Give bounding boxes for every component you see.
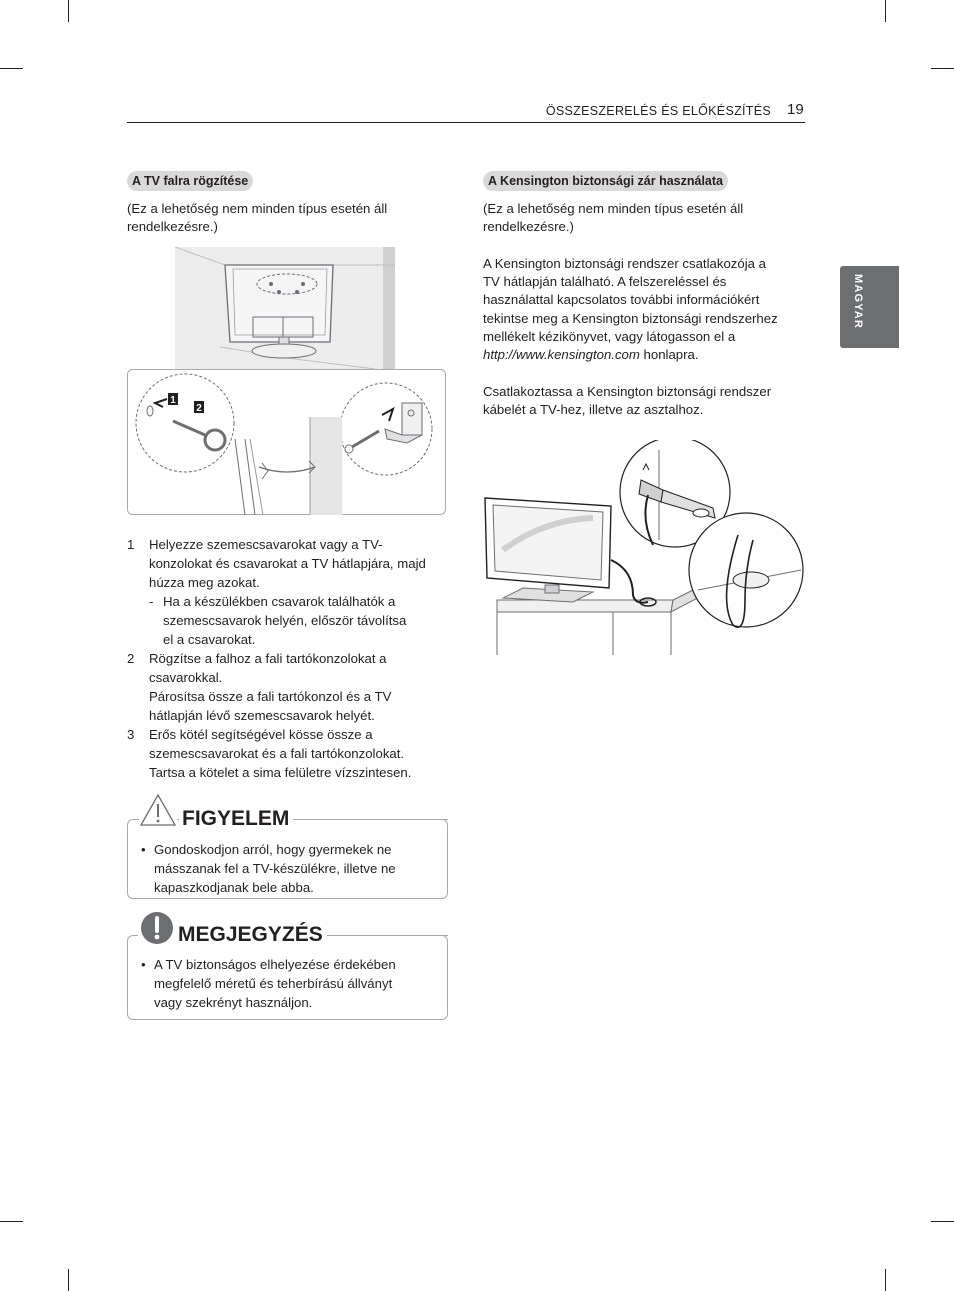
section-heading-wall-mount: A TV falra rögzítése bbox=[127, 171, 253, 191]
page-number: 19 bbox=[787, 101, 804, 118]
language-label: MAGYAR bbox=[852, 274, 864, 330]
caution-title: FIGYELEM bbox=[179, 807, 293, 831]
crop-mark bbox=[0, 68, 23, 69]
crop-mark bbox=[68, 0, 69, 22]
crop-mark bbox=[885, 1269, 886, 1291]
crop-mark bbox=[0, 1221, 23, 1222]
section-header: ÖSSZESZERELÉS ÉS ELŐKÉSZÍTÉS bbox=[545, 104, 771, 118]
header-divider bbox=[127, 122, 805, 123]
note-text: • A TV biztonságos elhelyezése érdekében megfelelő méretű és teherbírású állványt vagy szekrényt használjon. bbox=[141, 957, 396, 1010]
figure-label-1: 1 bbox=[170, 395, 176, 406]
availability-note: (Ez a lehetőség nem minden típus esetén áll rendelkezésre.) bbox=[127, 201, 388, 235]
figure-label-2: 2 bbox=[196, 403, 202, 414]
step-2: 2 Rögzítse a falhoz a fali tartókonzolokat a csavarokkal. Párosítsa össze a fali tartókonzol és a TV hátlapján lévő szemescsavarok helyét. bbox=[127, 651, 392, 723]
note-title-rule bbox=[329, 935, 448, 936]
crop-mark bbox=[931, 68, 954, 69]
eye-bolt-bracket-illustration bbox=[127, 369, 446, 515]
wall-mount-steps bbox=[127, 535, 452, 782]
step-1: 1 Helyezze szemescsavarokat vagy a TV- konzolokat és csavarokat a TV hátlapjára, majd húzza meg azokat. - Ha a készülékben csavarok találhatók a szemescsavarok helyén, először távolítsa el a csavarokat. bbox=[127, 537, 426, 647]
tv-wall-illustration bbox=[175, 247, 395, 369]
step-1-substep: - Ha a készülékben csavarok találhatók a szemescsavarok helyén, először távolítsa el a csavarokat. bbox=[149, 594, 407, 647]
caution-title-rule bbox=[295, 819, 448, 820]
step-3: 3 Erős kötél segítségével kösse össze a szemescsavarokat és a fali tartókonzolokat. Tartsa a kötelet a sima felületre vízszintesen. bbox=[127, 727, 412, 780]
caution-text: • Gondoskodjon arról, hogy gyermekek ne másszanak fel a TV-készülékre, illetve ne kapaszkodjanak bele abba. bbox=[141, 842, 396, 895]
language-side-tab bbox=[840, 266, 899, 348]
note-title: MEGJEGYZÉS bbox=[175, 923, 327, 947]
kensington-lock-illustration bbox=[483, 440, 805, 655]
crop-mark bbox=[931, 1221, 954, 1222]
kensington-url-link[interactable]: http://www.kensington.com bbox=[483, 347, 640, 363]
crop-mark bbox=[68, 1269, 69, 1291]
section-heading-kensington: A Kensington biztonsági zár használata bbox=[483, 171, 728, 191]
warning-triangle-icon bbox=[139, 793, 177, 827]
exclamation-circle-icon bbox=[138, 910, 176, 946]
kensington-text: (Ez a lehetőség nem minden típus esetén áll rendelkezésre.) A Kensington biztonsági rendszer csatlakozója a TV hátlapján található. A felszereléssel és használattal kapcsolatos további információkért tekintse meg a Kensington biztonsági rendszerhez mellékelt kézikönyvet, vagy látogasson el a http://www.kensington.com honlapra. Csatlakoztassa a Kensington biztonsági rendszer kábelét a TV-hez, illetve az asztalhoz. bbox=[483, 201, 778, 418]
crop-mark bbox=[885, 0, 886, 22]
